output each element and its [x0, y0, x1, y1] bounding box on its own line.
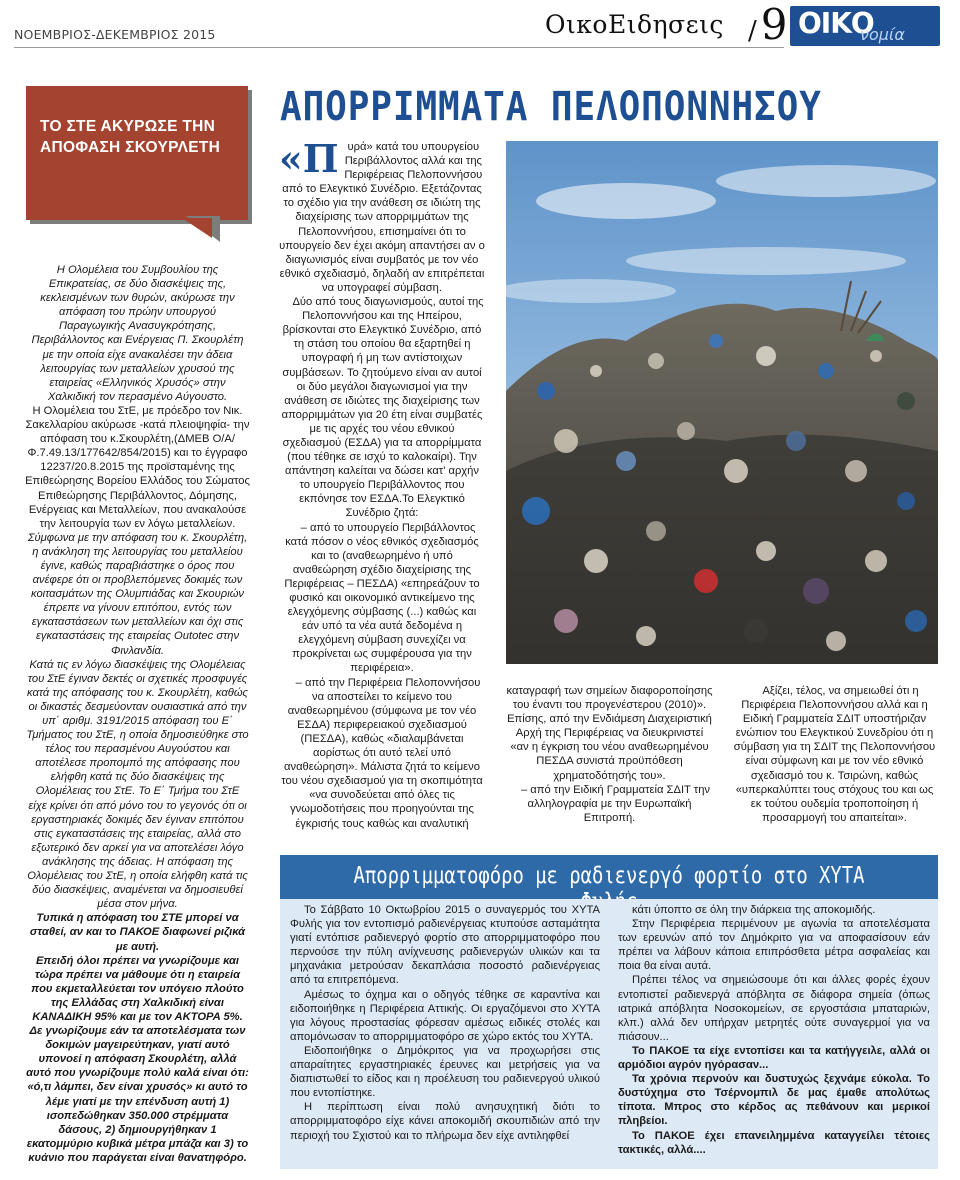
- article-main-column: [279, 136, 485, 831]
- box-paragraph: Το Σάββατο 10 Οκτωβρίου 2015 ο συναγερμός του ΧΥΤΑ Φυλής για τον εντοπισμό ραδιενέργειας κτυπούσε ασταμάτητα γιατί εντόπισε ραδιενεργό φορτίο στο απορριμματοφόρο που περνούσε την πύλη ανίχνευσης ραδιενεργών υλικών και τα μηχανάκια μετρούσαν δεκαπλάσια ποσοστό ραδιενέργειας από τα επιτρεπόμενα.: [290, 904, 600, 987]
- sidebar-title: ΤΟ ΣΤΕ ΑΚΥΡΩΣΕ ΤΗΝ ΑΠΟΦΑΣΗ ΣΚΟΥΡΛΕΤΗ: [40, 118, 221, 156]
- article-paragraph: Αξίζει, τέλος, να σημειωθεί ότι η Περιφέρεια Πελοποννήσου αλλά και η Ειδική Γραμματεία ΣΔΙΤ υποστήριζαν ενώπιον του Ελεγκτικού Συνεδρίου ότι η σύμβαση για τη ΣΔΙΤ της Πελοποννήσου είναι σύμφωνη και με τον νέο εθνικό σχεδιασμό του κ. Τσιρώνη, καθώς «υπερκαλύπτει τους στόχους του και ως εκ τούτου ουδεμία τροποποίηση ή προσαρμογή του απαιτείται».: [733, 685, 936, 824]
- publication-logo: [790, 6, 940, 46]
- box-paragraph-bold: Τα χρόνια περνούν και δυστυχώς ξεχνάμε εύκολα. Το δυστύχημα στο Τσέρνομπιλ δε μας έμαθε απολύτως τίποτα. Μπρος στο κέρδος ας πεθάνουν και μερικοί πληβείοι.: [618, 1073, 930, 1128]
- box-paragraph: Πρέπει τέλος να σημειώσουμε ότι και άλλες φορές έχουν εντοπιστεί ραδιενεργά απόβλητα σε διάφορα σημεία (όπως ιατρικά απόβλητα Νοσοκομείων, σε εργοστάσια μπαταριών, κλπ.) αλλά δεν υπήρχαν μετρητές ούτε συναγερμοί για να πιάσουν...: [618, 974, 930, 1043]
- article-lead: [279, 136, 485, 295]
- article-paragraph: – από το υπουργείο Περιβάλλοντος κατά πόσον ο νέος εθνικός σχεδιασμός και το (αναθεωρημένο ή υπό αναθεώρηση σχέδιο διαχείρισης της Περιφέρειας – ΠΕΣΔΑ) «επηρεάζουν το φυσικό και οικονομικό αντικείμενο της ελεγχόμενης σύμβασης (...) καθώς και εάν υπό τα νέα αυτά δεδομένα η ελεγχόμενη σύμβαση συνεχίζει να προκρίνεται ως συμφέρουσα για την περιφέρεια».: [284, 521, 480, 675]
- article-paragraph: – από την Περιφέρεια Πελοποννήσου να αποστείλει το κείμενο του αναθεωρημένου (σύμφωνα με τον νέο ΕΣΔΑ) περιφερειακού σχεδιασμού (ΠΕΣΔΑ), καθώς «διαλαμβάνεται αορίστως ότι αυτό τελεί υπό αναθεώρηση». Μάλιστα ζητά το κείμενο του νέου σχεδιασμού για τη σκοπιμότητα «να συνοδεύεται από όλες τις γνωμοδοτήσεις που προηγούνται της έγκρισής τους καθώς και αναλυτική: [281, 676, 483, 830]
- issue-date: ΝΟΕΜΒΡΙΟΣ-ΔΕΚΕΜΒΡΙΟΣ 2015: [14, 27, 216, 42]
- box-paragraph-bold: Το ΠΑΚΟΕ τα είχε εντοπίσει και τα κατήγγειλε, αλλά οι αρμόδιοι αγρόν ηγόρασαν...: [618, 1044, 930, 1072]
- sidebar-paragraph-bold: Τυπικά η απόφαση του ΣΤΕ μπορεί να σταθεί, αν και το ΠΑΚΟΕ διαφωνεί ριζικά με αυτή.: [29, 912, 246, 953]
- box-column-2: [618, 903, 930, 1157]
- box-paragraph: κάτι ύποπτο σε όλη την διάρκεια της αποκομιδής.: [632, 904, 876, 916]
- sidebar-paragraph: Η Ολομέλεια του Συμβουλίου της Επικρατείας, σε δύο διασκέψεις της, κεκλεισμένων των θυρών, ακύρωσε την απόφαση του πρώην υπουργού Παραγωγικής Ανασυγκρότησης, Περιβάλλοντος και Ενέργειας Π. Σκουρλέτη με την οποία είχε ανακαλέσει την άδεια λειτουργίας των μεταλλείων χρυσού της εταιρείας «Ελληνικός Χρυσός» στην Χαλκιδική τον περασμένο Αύγουστο.: [31, 264, 244, 403]
- box-banner: [280, 855, 938, 899]
- box-column-1: [290, 903, 600, 1143]
- sidebar-title-bubble: [26, 86, 248, 220]
- page-separator: /: [748, 16, 757, 46]
- landfill-photo: [506, 141, 938, 664]
- article-paragraph: – από την Ειδική Γραμματεία ΣΔΙΤ την αλληλογραφία με την Ευρωπαϊκή Επιτροπή.: [520, 783, 711, 824]
- header-rule: [14, 47, 784, 48]
- box-paragraph: Αμέσως το όχημα και ο οδηγός τέθηκε σε καραντίνα και ειδοποιήθηκε η Περιφέρεια Αττικής. Οι εργαζόμενοι στο ΧΥΤΑ για λόγους προστασίας φόρεσαν αμέσως ειδικές στολές και απομόνωσαν το απορριμματοφόρο σε χώρο εκτός του ΧΥΤΑ.: [290, 988, 600, 1043]
- box-paragraph: Ειδοποιήθηκε ο Δημόκριτος για να προχωρήσει στις απαραίτητες εργαστηριακές έρευνες και μετρήσεις για να διαπιστωθεί το είδος και η προέλευση του ραδιενεργού υλικού που εντοπίστηκε.: [290, 1044, 600, 1100]
- sidebar-paragraph: Κατά τις εν λόγω διασκέψεις της Ολομέλειας του ΣτΕ έγιναν δεκτές οι σχετικές προσφυγές κατά της απόφασης του κ. Σκουρλέτη, καθώς οι δικαστές δεσμεύονταν ουσιαστικά από την υπ΄ αριθμ. 3191/2015 απόφαση του Ε΄ Τμήματος του ΣτΕ, η οποία δημοσιεύθηκε στο τέλος του περασμένου Αυγούστου και αποτέλεσε προπομπό της απόφασης που ελήφθη κατά τις δύο διασκέψεις της Ολομέλειας του ΣτΕ. Το Ε΄ Τμήμα του ΣτΕ είχε κρίνει ότι από μόνο του το γεγονός ότι οι εργαστηριακές δοκιμές δεν έγιναν επιτόπου στις εγκαταστάσεις της εταιρείας, αλλά στο εξωτερικό δεν αρκεί για να αποτελέσει λόγο ανάκλησης της άδειας. Η απόφαση της Ολομέλειας του ΣτΕ, η οποία ελήφθη κατά τις δύο διασκέψεις, αναμένεται να δημοσιευθεί μέσα στον μήνα.: [26, 658, 249, 911]
- landfill-illustration: [506, 141, 938, 664]
- page-header: [0, 0, 960, 52]
- sidebar-paragraph-bold: Επειδή όλοι πρέπει να γνωρίζουμε και τώρα πρέπει να μάθουμε ότι η εταιρεία που εκμεταλλεύεται τον υπόγειο πλούτο της Ελλάδας στη Χαλκιδική είναι ΚΑΝΑΔΙΚΗ 95% και με τον ΑΚΤΟΡΑ 5%.: [31, 954, 244, 1023]
- article-column-2: [506, 684, 713, 825]
- drop-cap-quote: «: [279, 136, 303, 181]
- sidebar-article: [25, 263, 250, 1165]
- article-lead-text: υρά» κατά του υπουργείου Περιβάλλοντος αλλά και της Περιφέρειας Πελοποννήσου από το Ελεγκτικό Συνέδριο. Εξετάζοντας το σχέδιο για την ανάθεση σε ιδιώτη της διαχείρισης των απορριμμάτων της Πελοποννήσου, επισημαίνει ότι το υπουργείο δεν έχει ακόμη απαντήσει αν ο διαγωνισμός είναι συμβατός με τον νέο εθνικό σχεδιασμό, δηλαδή αν επιτρέπεται να υπογραφεί σύμβαση.: [279, 141, 485, 294]
- box-paragraph-bold: Το ΠΑΚΟΕ έχει επανειλημμένα καταγγείλει τέτοιες τακτικές, αλλά....: [618, 1129, 930, 1156]
- bubble-tail: [182, 218, 212, 238]
- sidebar-paragraph: Η Ολομέλεια του ΣτΕ, με πρόεδρο τον Νικ. Σακελλαρίου ακύρωσε -κατά πλειοψηφία- την απόφαση του κ.Σκουρλέτη,(ΔΜΕΒ Ο/Α/Φ.7.49.13/177642/854/2015) και το έγγραφο 12237/20.8.2015 της προϊσταμένης της Επιθεώρησης Βορείου Ελλάδος του Σώματος Επιθεώρησης Περιβάλλοντος, Δόμησης, Ενέργειας και Μεταλλείων, που ανακαλούσε την λειτουργία των εν λόγω μεταλλείων.: [25, 404, 250, 530]
- page-number: 9: [760, 0, 788, 49]
- section-title: ΟικοΕιδησεις: [545, 10, 724, 39]
- article-headline: ΑΠΟΡΡΙΜΜΑΤΑ ΠΕΛΟΠΟΝΝΗΣΟΥ: [280, 84, 822, 130]
- drop-cap: [279, 136, 339, 181]
- logo-sub-text: νομία: [860, 25, 905, 44]
- box-paragraph: Στην Περιφέρεια περιμένουν με αγωνία τα αποτελέσματα των ερευνών από τον Δημόκριτο για να αποφασίσουν εάν πρέπει να λάβουν κάποια επιπρόσθετα μέτρα ασφαλείας και ποια θα είναι αυτά.: [618, 918, 930, 973]
- article-paragraph: καταγραφή των σημείων διαφοροποίησης του έναντι του προγενέστερου (2010)». Επίσης, από την Ενδιάμεση Διαχειριστική Αρχή της Περιφέρειας να διευκρινιστεί «αν η έγκριση του νέου αναθεωρημένου ΠΕΣΔΑ συνιστά προϋπόθεση χρηματοδότησής του».: [506, 685, 713, 782]
- article-paragraph: Δύο από τους διαγωνισμούς, αυτοί της Πελοποννήσου και της Ηπείρου, βρίσκονται στο Ελεγκτικό Συνέδριο, από τη στάση του οποίου θα εξαρτηθεί η υπογραφή ή μη των αντίστοιχων συμβάσεων. Το ζητούμενο είναι αν αυτοί οι δύο μεγάλοι διαγωνισμοί για την ανάθεση σε ιδιώτες της διαχείρισης των απορριμμάτων για 20 έτη είναι συμβατές με τις αρχές του νέου εθνικού σχεδιασμού (ΕΣΔΑ) για τα απορρίμματα (που τέθηκε σε ισχύ το καλοκαίρι). Την απάντηση καλείται να δώσει κατ' αρχήν το υπουργείο Περιβάλλοντος που εκπόνησε τον ΕΣΔΑ.Το Ελεγκτικό Συνέδριο ζητά:: [281, 296, 484, 520]
- sidebar-paragraph-bold: Δε γνωρίζουμε εάν τα αποτελέσματα των δοκιμών μαγειρεύτηκαν, γιατί αυτό υπονοεί η απόφαση Σκουρλέτη, αλλά αυτό που γνωρίζουμε πολύ καλά είναι ότι: «ό,τι λάμπει, δεν είναι χρυσός» κι αυτό το λέμε γιατί με την επένδυση αυτή 1) ισοπεδώθηκαν 350.000 στρέμματα δάσους, 2) δημιουργήθηκαν 1 εκατομμύριο κυβικά μέτρα μπάζα και 3) το κυάνιο που παράγεται είναι θανατηφόρο.: [26, 1025, 249, 1164]
- box-title: Απορριμματοφόρο με ραδιενεργό φορτίο στο ΧΥΤΑ: [353, 863, 865, 889]
- sidebar-paragraph: Σύμφωνα με την απόφαση του κ. Σκουρλέτη, η ανάκληση της λειτουργίας του μεταλλείου έγινε, καθώς παραβιάστηκε ο όρος που ανέφερε ότι οι προβλεπόμενες δοκιμές των κοιτασμάτων της Ολυμπιάδας και Σκουριών έπρεπε να γίνουν επιτόπου, εντός των εγκαταστάσεων των μεταλλείων και όχι στις εγκαταστάσεις της εταιρείας Outotec στην Φινλανδία.: [27, 531, 248, 657]
- article-column-3: [731, 684, 938, 825]
- page-number-group: [748, 0, 788, 49]
- box-paragraph: Η περίπτωση είναι πολύ ανησυχητική διότι το απορριμματοφόρο είχε κάνει αποκομιδή σκουπιδιών από την περιοχή του Σχιστού και το πλήρωμα δεν είχε αντιληφθεί: [290, 1101, 600, 1142]
- logo-main-text: ΟΙΚΟ: [798, 7, 874, 40]
- drop-cap-letter: Π: [302, 136, 339, 181]
